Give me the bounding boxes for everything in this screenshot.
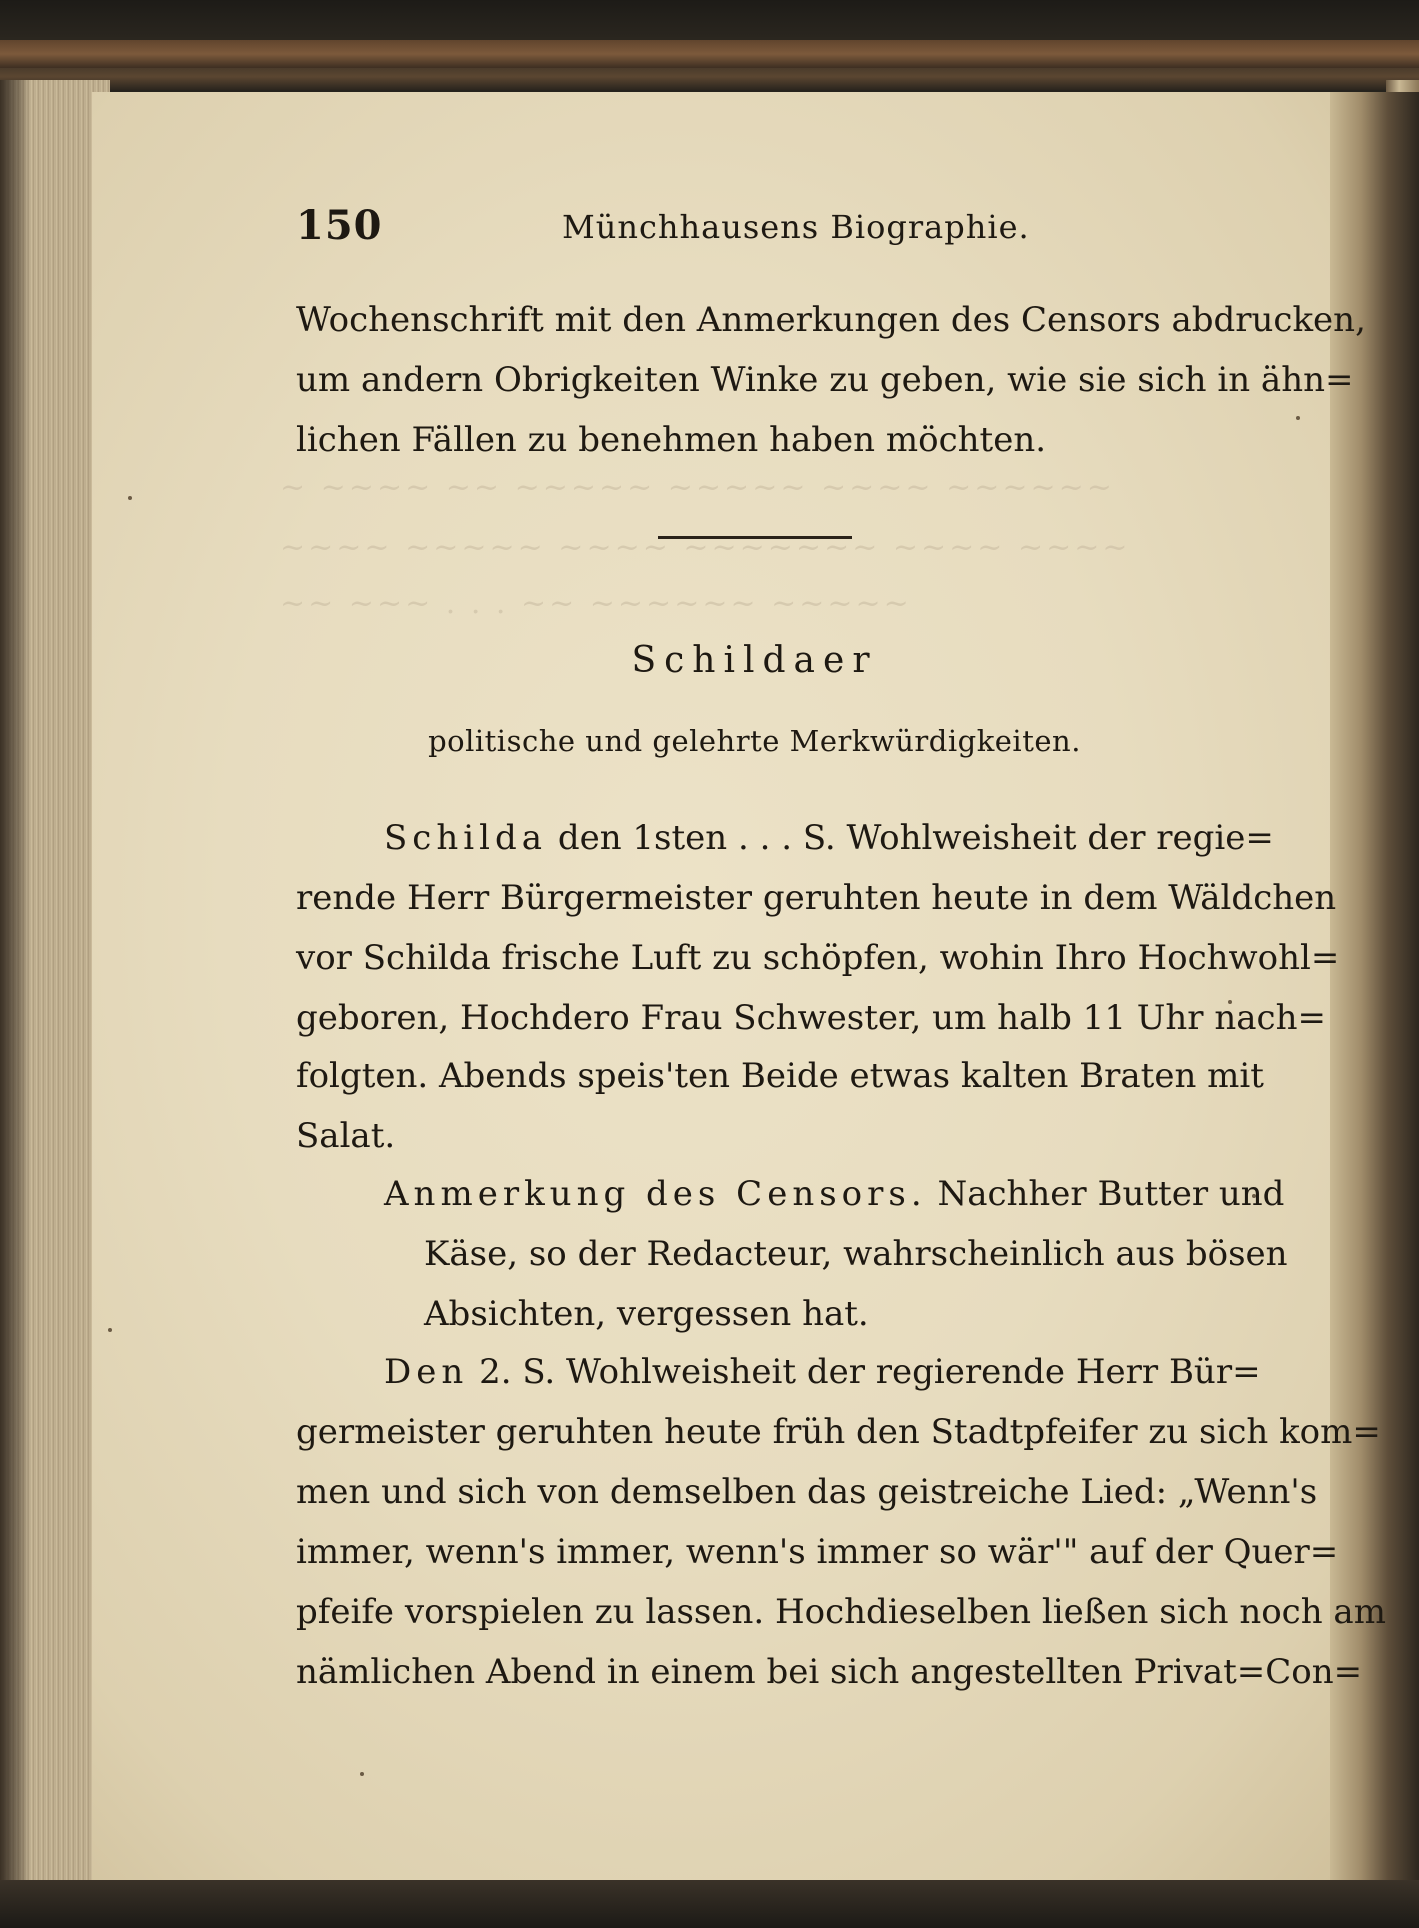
- text-line: Käse, so der Redacteur, wahrscheinlich aus bösen: [424, 1234, 1288, 1274]
- section-subtitle: politische und gelehrte Merkwürdigkeiten.: [428, 724, 1081, 758]
- section-divider: [658, 536, 852, 539]
- page-header: [296, 202, 1216, 262]
- text-line: pfeife vorspielen zu lassen. Hochdieselben ließen sich noch am: [296, 1592, 1386, 1632]
- entry-first-line: [384, 1342, 1261, 1402]
- text-line: folgten. Abends speis'ten Beide etwas kalten Braten mit: [296, 1056, 1264, 1096]
- text-line: Wochenschrift mit den Anmerkungen des Censors abdrucken,: [296, 300, 1366, 340]
- page-number: 150: [296, 202, 383, 249]
- text-line: vor Schilda frische Luft zu schöpfen, wohin Ihro Hochwohl=: [296, 938, 1340, 978]
- text-line: men und sich von demselben das geistreiche Lied: „Wenn's: [296, 1472, 1318, 1512]
- note-text: Nachher Butter und: [926, 1174, 1285, 1214]
- entry-text: den 1sten . . . S. Wohlweisheit der regie=: [547, 818, 1274, 858]
- text-line: Absichten, vergessen hat.: [424, 1294, 869, 1334]
- text-line: lichen Fällen zu benehmen haben möchten.: [296, 420, 1047, 460]
- section-title: Schildaer: [631, 640, 878, 681]
- entry-text: 2. S. Wohlweisheit der regierende Herr Bür=: [468, 1352, 1261, 1392]
- text-line: germeister geruhten heute früh den Stadtpfeifer zu sich kom=: [296, 1412, 1381, 1452]
- text-line: geboren, Hochdero Frau Schwester, um halb 11 Uhr nach=: [296, 998, 1326, 1038]
- text-line: Salat.: [296, 1116, 396, 1156]
- entry-first-line: [384, 808, 1274, 868]
- note-first-line: [384, 1164, 1284, 1224]
- text-line: nämlichen Abend in einem bei sich angestellten Privat=Con=: [296, 1652, 1363, 1692]
- text-line: um andern Obrigkeiten Winke zu geben, wie sie sich in ähn=: [296, 360, 1354, 400]
- entry-lead: Den: [384, 1352, 469, 1392]
- text-line: rende Herr Bürgermeister geruhten heute in dem Wäldchen: [296, 878, 1337, 918]
- note-lead: Anmerkung des Censors.: [384, 1174, 927, 1214]
- show-through-text: ~~ ~~~ . . . ~~ ~~~~~~ ~~~~~: [280, 586, 912, 621]
- text-line: immer, wenn's immer, wenn's immer so wär'" auf der Quer=: [296, 1532, 1339, 1572]
- show-through-text: ~ ~~~~ ~~ ~~~~~ ~~~~~ ~~~~ ~~~~~~: [280, 470, 1115, 505]
- show-through-text: ~~~~ ~~~~~ ~~~~ ~~~~~~~ ~~~~ ~~~~: [280, 530, 1131, 565]
- entry-lead: Schilda: [384, 818, 548, 858]
- running-head: Münchhausens Biographie.: [562, 208, 1030, 246]
